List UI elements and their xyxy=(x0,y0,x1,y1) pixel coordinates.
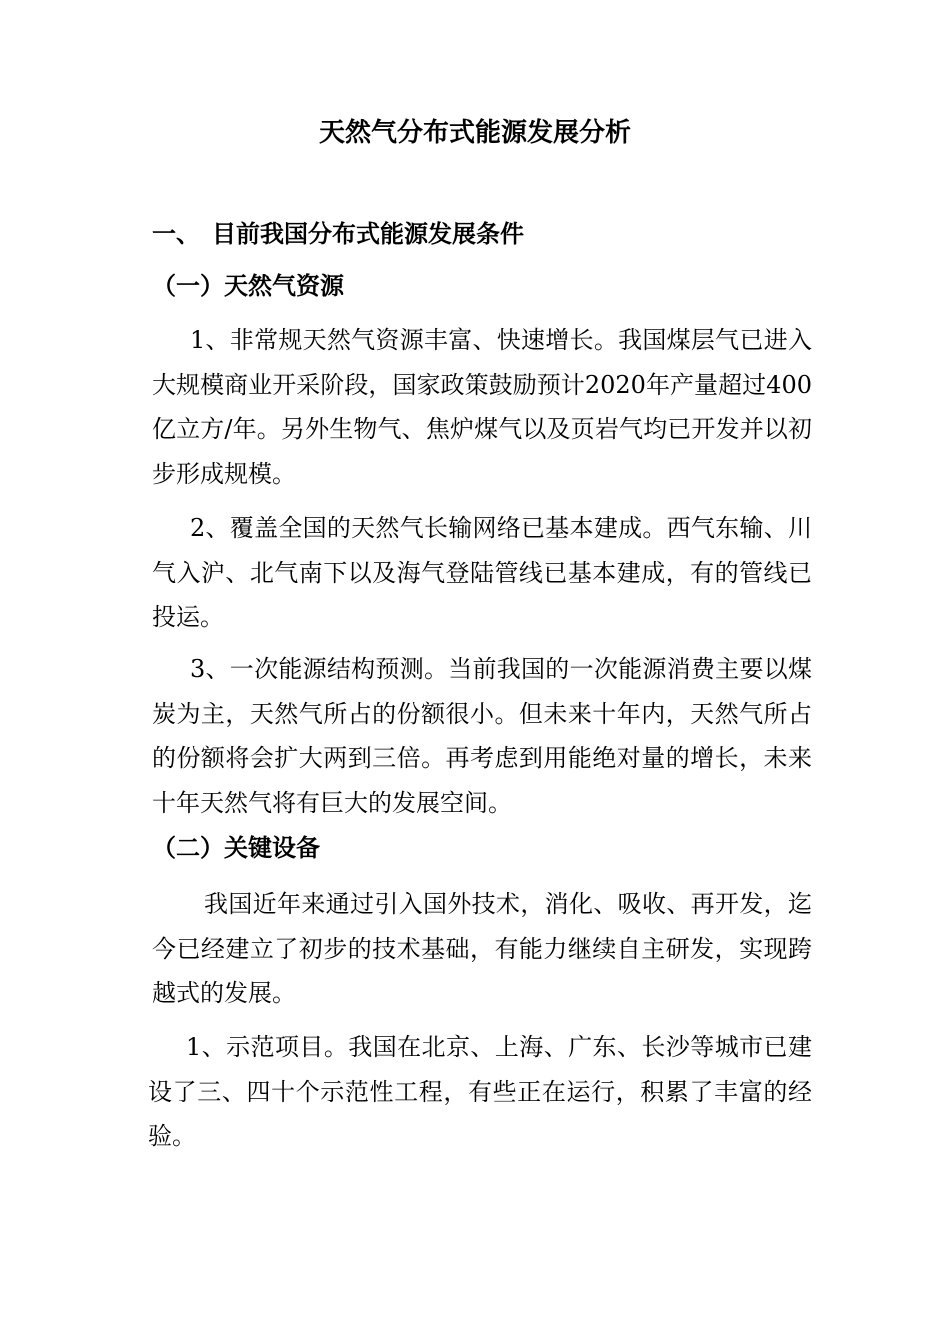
section-number: 一、 xyxy=(152,219,200,248)
document-title: 天然气分布式能源发展分析 xyxy=(318,118,631,148)
section-title: 目前我国分布式能源发展条件 xyxy=(212,219,524,248)
paragraph-unconventional-gas: 1、非常规天然气资源丰富、快速增长。我国煤层气已进入大规模商业开采阶段，国家政策鼓励预计2020年产量超过400亿立方/年。另外生物气、焦炉煤气以及页岩气均已开发并以初步形成规模。 xyxy=(152,326,812,488)
paragraph-demo-projects: 1、示范项目。我国在北京、上海、广东、长沙等城市已建设了三、四十个示范性工程，有些正在运行，积累了丰富的经验。 xyxy=(148,1033,812,1150)
subsection-heading-equipment: （二）关键设备 xyxy=(152,833,320,862)
subsection-heading-resources: （一）天然气资源 xyxy=(152,271,344,300)
paragraph-pipeline-network: 2、覆盖全国的天然气长输网络已基本建成。西气东输、川气入沪、北气南下以及海气登陆管线已基本建成，有的管线已投运。 xyxy=(152,514,812,631)
section-heading xyxy=(152,214,832,254)
paragraph-technology-base: 我国近年来通过引入国外技术，消化、吸收、再开发，迄今已经建立了初步的技术基础，有能力继续自主研发，实现跨越式的发展。 xyxy=(152,890,812,1007)
paragraph-energy-structure: 3、一次能源结构预测。当前我国的一次能源消费主要以煤炭为主，天然气所占的份额很小。但未来十年内，天然气所占的份额将会扩大两到三倍。再考虑到用能绝对量的增长，未来十年天然气将有巨大的发展空间。 xyxy=(152,655,812,817)
